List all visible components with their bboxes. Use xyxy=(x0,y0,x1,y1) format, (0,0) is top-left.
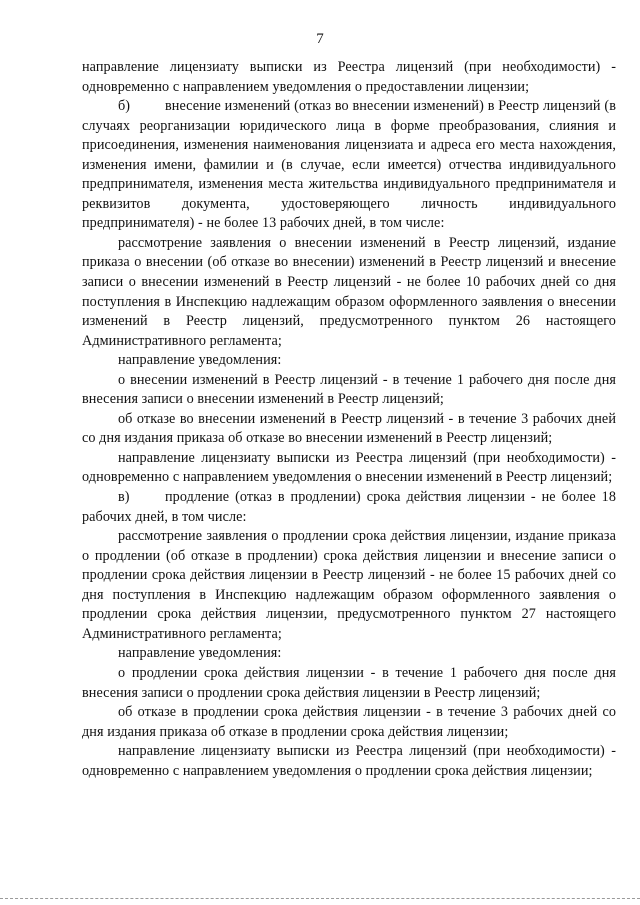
paragraph-text: рассмотрение заявления о внесении изменений в Реестр лицензий, издание приказа о внесении (об отказе во внесении) изменений в Реестр лицензий и внесение записи о внесении изменений в Реестр лицензий - не более 10 рабочих дней со дня поступления в Инспекцию надлежащим образом оформленного заявления о внесении изменений в Реестр лицензий, предусмотренного пунктом 26 настоящего Административного регламента; xyxy=(82,234,616,349)
paragraph xyxy=(82,742,616,781)
page-bottom-edge xyxy=(0,898,640,899)
list-marker: б) xyxy=(118,98,131,115)
paragraph xyxy=(82,234,616,351)
paragraph-text: об отказе во внесении изменений в Реестр лицензий - в течение 3 рабочих дней со дня издания приказа об отказе во внесении изменений в Реестр лицензий; xyxy=(82,410,616,447)
paragraph-text: о продлении срока действия лицензии - в течение 1 рабочего дня после дня внесения записи о продлении срока действия лицензии в Реестр лицензий; xyxy=(82,664,616,701)
paragraph xyxy=(82,703,616,742)
list-marker: в) xyxy=(118,489,130,506)
paragraph xyxy=(82,410,616,449)
paragraph xyxy=(82,351,616,371)
list-item-v xyxy=(82,488,616,527)
paragraph xyxy=(82,664,616,703)
paragraph-text: рассмотрение заявления о продлении срока действия лицензии, издание приказа о продлении (об отказе в продлении) срока действия лицензии и внесение записи о продлении срока действия лицензии в Реестр лицензий - не более 15 рабочих дней со дня поступления в Инспекцию надлежащим образом оформленного заявления о продлении срока действия лицензии, предусмотренного пунктом 27 настоящего Административного регламента; xyxy=(82,528,616,642)
paragraph-text: направление лицензиату выписки из Реестра лицензий (при необходимости) - одновременно с направлением уведомления о предоставлении лицензии; xyxy=(82,59,616,95)
document-body xyxy=(82,58,616,781)
paragraph-text: о внесении изменений в Реестр лицензий - в течение 1 рабочего дня после дня внесения записи о внесении изменений в Реестр лицензий; xyxy=(82,371,616,408)
paragraph-text: направление лицензиату выписки из Реестра лицензий (при необходимости) - одновременно с направлением уведомления о внесении изменений в Реестр лицензий; xyxy=(82,449,616,486)
paragraph-text: направление уведомления: xyxy=(118,645,282,662)
paragraph xyxy=(82,371,616,410)
paragraph xyxy=(82,644,616,664)
paragraph-text: продление (отказ в продлении) срока действия лицензии - не более 18 рабочих дней, в том числе: xyxy=(82,489,616,525)
paragraph-text: об отказе в продлении срока действия лицензии - в течение 3 рабочих дней со дня издания приказа об отказе в продлении срока действия лицензии; xyxy=(82,704,616,740)
paragraph xyxy=(82,58,616,97)
paragraph xyxy=(82,449,616,488)
list-item-b xyxy=(82,97,616,234)
paragraph-text: направление уведомления: xyxy=(118,352,282,369)
paragraph xyxy=(82,527,616,644)
paragraph-text: внесение изменений (отказ во внесении изменений) в Реестр лицензий (в случаях реорганизации юридического лица в форме преобразования, слияния и присоединения, изменения наименования лицензиата и адреса его места нахождения, изменения имени, фамилии и (в случае, если имеется) отчества индивидуального предпринимателя, изменения места жительства индивидуального предпринимателя и реквизитов документа, удостоверяющего личность индивидуального предпринимателя) - не более 13 рабочих дней, в том числе: xyxy=(82,98,616,232)
paragraph-text: направление лицензиату выписки из Реестра лицензий (при необходимости) - одновременно с направлением уведомления о продлении срока действия лицензии; xyxy=(82,743,616,779)
page-number: 7 xyxy=(316,31,324,47)
